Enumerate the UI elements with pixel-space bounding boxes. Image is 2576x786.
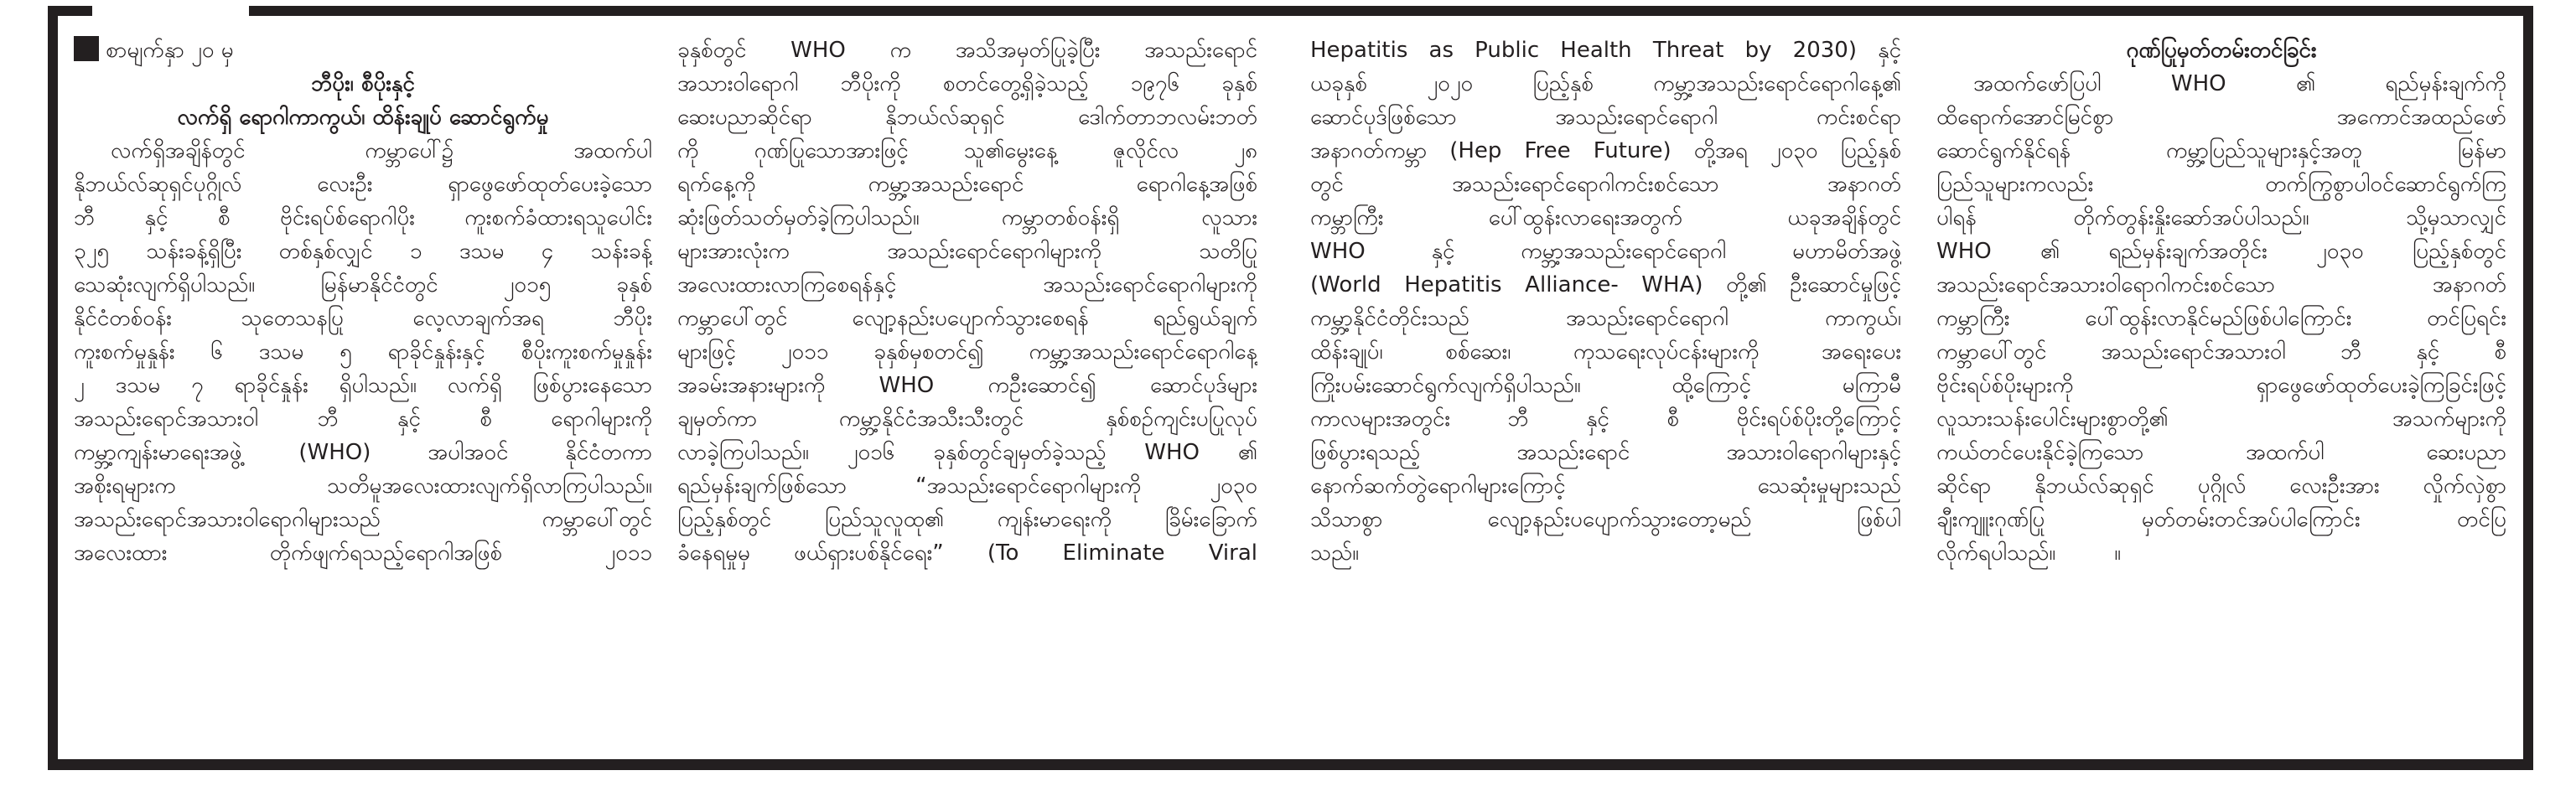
frame-border-top xyxy=(249,6,2533,16)
body-line: လက်ရှိအချိန်တွင် ကမ္ဘာပေါ်၌ အထက်ပါ xyxy=(111,138,652,163)
body-line: သေဆုံးလျက်ရှိပါသည်။ မြန်မာနိုင်ငံတွင် ၂၀၁၅ ခုနှစ် xyxy=(74,272,652,297)
body-line: အထက်ဖော်ပြပါ WHO ၏ ရည်မှန်းချက်ကို xyxy=(1973,71,2506,96)
body-line: ဖြစ်ပွားရသည့် အသည်းရောင် အသားဝါရောဂါများနှင့် xyxy=(1310,440,1901,465)
body-line: ခံနေရမှုမှ ဖယ်ရှားပစ်နိုင်ရေး” (To Eliminate Viral xyxy=(677,540,1257,566)
body-line: ဗိုင်းရပ်စ်ပိုးများကို ရှာဖွေဖော်ထုတ်ပေးခဲ့ကြခြင်းဖြင့် xyxy=(1936,373,2506,398)
body-line: ပြည်သူများကလည်း တက်ကြွစွာပါဝင်ဆောင်ရွက်ကြ xyxy=(1936,172,2506,197)
body-line: အသည်းရောင်အသားဝါ ဘီ နှင့် စီ ရောဂါများကို xyxy=(74,406,652,432)
body-line: အလေးထားလာကြစေရန်နှင့် အသည်းရောင်ရောဂါများကို xyxy=(677,272,1257,297)
article-column-2 xyxy=(677,34,1257,570)
article-column-1 xyxy=(74,34,652,570)
body-line: ၂ ဒသမ ၇ ရာခိုင်နှုန်း ရှိပါသည်။ လက်ရှိ ဖြစ်ပွားနေသော xyxy=(74,373,652,398)
body-line: ဆောင်ပုဒ်ဖြစ်သော အသည်းရောင်ရောဂါ ကင်းစင်ရာ xyxy=(1310,105,1901,130)
body-line: နိုင်ငံတစ်ဝန်း သုတေသနပြု လေ့လာချက်အရ ဘီပိုး xyxy=(74,306,652,331)
body-line: ရက်နေ့ကို ကမ္ဘာ့အသည်းရောင် ရောဂါနေ့အဖြစ် xyxy=(677,172,1257,197)
body-line: ကမ္ဘာကြီး ပေါ်ထွန်းလာနိုင်မည်ဖြစ်ပါကြောင်း တင်ပြရင်း xyxy=(1936,306,2506,331)
section-heading: ဂုဏ်ပြုမှတ်တမ်းတင်ခြင်း xyxy=(2126,38,2317,63)
continuation-kicker xyxy=(74,34,652,67)
frame-border-bottom xyxy=(48,759,2533,770)
body-line: နောက်ဆက်တွဲရောဂါများကြောင့် သေဆုံးမှုများသည် xyxy=(1310,473,1901,499)
body-line: ကမ္ဘာ့နိုင်ငံတိုင်းသည် အသည်းရောင်ရောဂါ ကာကွယ်၊ xyxy=(1310,306,1901,331)
body-line: ကြိုးပမ်းဆောင်ရွက်လျက်ရှိပါသည်။ ထို့ကြောင့် မကြာမီ xyxy=(1310,373,1901,398)
body-line: များဖြင့် ၂၀၁၁ ခုနှစ်မှစတင်၍ ကမ္ဘာ့အသည်းရောင်ရောဂါနေ့ xyxy=(677,339,1257,365)
body-line: ဆေးပညာဆိုင်ရာ နိုဘယ်လ်ဆုရှင် ဒေါက်တာဘလမ်းဘတ် xyxy=(677,105,1257,130)
body-line: လူသားသန်းပေါင်းများစွာတို့၏ အသက်များကို xyxy=(1936,406,2506,432)
closing-line xyxy=(1936,536,2506,570)
body-line: Hepatitis as Public Health Threat by 2030) နှင့် xyxy=(1310,38,1901,63)
body-line: ယခုနှစ် ၂၀၂၀ ပြည့်နှစ် ကမ္ဘာ့အသည်းရောင်ရောဂါနေ့၏ xyxy=(1310,71,1901,96)
article-end-mark: ။ xyxy=(2114,540,2122,566)
body-line: အလေးထား တိုက်ဖျက်ရသည့်ရောဂါအဖြစ် ၂၀၁၁ xyxy=(74,540,652,566)
headline-line-1: ဘီပိုး၊ စီပိုးနှင့် xyxy=(311,71,415,96)
body-line: ကယ်တင်ပေးနိုင်ခဲ့ကြသော အထက်ပါ ဆေးပညာ xyxy=(1936,440,2506,465)
body-line: ကမ္ဘာပေါ်တွင် လျော့နည်းပပျောက်သွားစေရန် ရည်ရွယ်ချက် xyxy=(677,306,1257,331)
body-line: ကူးစက်မှုနှုန်း ၆ ဒသမ ၅ ရာခိုင်နှုန်းနှင့် စီပိုးကူးစက်မှုနှုန်း xyxy=(74,339,652,365)
frame-border-top-left-segment xyxy=(48,6,92,16)
body-line: ကမ္ဘာကြီး ပေါ်ထွန်းလာရေးအတွက် ယခုအချိန်တွင် xyxy=(1310,205,1901,230)
body-line: အသည်းရောင်အသားဝါရောဂါများသည် ကမ္ဘာပေါ်တွင် xyxy=(74,507,652,532)
body-line: အသည်းရောင်အသားဝါရောဂါကင်းစင်သော အနာဂတ် xyxy=(1936,272,2506,297)
body-line: အခမ်းအနားများကို WHO ကဦးဆောင်၍ ဆောင်ပုဒ်များ xyxy=(677,373,1257,398)
body-line: WHO နှင့် ကမ္ဘာ့အသည်းရောင်ရောဂါ မဟာမိတ်အဖွဲ့ xyxy=(1310,239,1901,264)
body-line: လာခဲ့ကြပါသည်။ ၂၀၁၆ ခုနှစ်တွင်ချမှတ်ခဲ့သည့် WHO ၏ xyxy=(677,440,1257,465)
body-line: WHO ၏ ရည်မှန်းချက်အတိုင်း ၂၀၃၀ ပြည့်နှစ်တွင် xyxy=(1936,239,2506,264)
body-line: ခုနှစ်တွင် WHO က အသိအမှတ်ပြုခဲ့ပြီး အသည်းရောင် xyxy=(677,38,1257,63)
article-column-4 xyxy=(1936,34,2506,570)
body-line: ချီးကျူးဂုဏ်ပြု မှတ်တမ်းတင်အပ်ပါကြောင်း တင်ပြ xyxy=(1936,507,2506,532)
body-line: ရည်မှန်းချက်ဖြစ်သော “အသည်းရောင်ရောဂါများကို ၂၀၃၀ xyxy=(677,473,1257,499)
body-line: တွင် အသည်းရောင်ရောဂါကင်းစင်သော အနာဂတ် xyxy=(1310,172,1901,197)
body-line: သိသာစွာ လျော့နည်းပပျောက်သွားတော့မည် ဖြစ်ပါ xyxy=(1310,507,1901,532)
body-line: ကို ဂုဏ်ပြုသောအားဖြင့် သူ၏မွေးနေ့ ဇူလိုင်လ ၂၈ xyxy=(677,138,1257,163)
article-column-3 xyxy=(1310,34,1901,570)
body-line: ဆုံးဖြတ်သတ်မှတ်ခဲ့ကြပါသည်။ ကမ္ဘာတစ်ဝန်းရှိ လူသား xyxy=(677,205,1257,230)
body-line: အစိုးရများက သတိမူအလေးထားလျက်ရှိလာကြပါသည်။ xyxy=(74,473,652,499)
body-line: အသားဝါရောဂါ ဘီပိုးကို စတင်တွေ့ရှိခဲ့သည့် ၁၉၇၆ ခုနှစ် xyxy=(677,71,1257,96)
body-line: ချမှတ်ကာ ကမ္ဘာ့နိုင်ငံအသီးသီးတွင် နှစ်စဉ်ကျင်းပပြုလုပ် xyxy=(677,406,1257,432)
body-line: သည်။ xyxy=(1310,540,1360,566)
body-line: ကမ္ဘာ့ကျန်းမာရေးအဖွဲ့ (WHO) အပါအဝင် နိုင်ငံတကာ xyxy=(74,440,652,465)
body-line: ဆောင်ရွက်နိုင်ရန် ကမ္ဘာ့ပြည်သူများနှင့်အတူ မြန်မာ xyxy=(1936,138,2506,163)
frame-border-right xyxy=(2523,6,2533,770)
body-line: ကာလများအတွင်း ဘီ နှင့် စီ ဗိုင်းရပ်စ်ပိုးတို့ကြောင့် xyxy=(1310,406,1901,432)
body-line: အနာဂတ်ကမ္ဘာ (Hep Free Future) တို့အရ ၂၀၃၀ ပြည့်နှစ် xyxy=(1310,138,1901,163)
body-line: ၃၂၅ သန်းခန့်ရှိပြီး တစ်နှစ်လျှင် ၁ ဒသမ ၄ သန်းခန့် xyxy=(74,239,652,264)
body-line: ဆိုင်ရာ နိုဘယ်လ်ဆုရှင် ပုဂ္ဂိုလ် လေးဦးအား လှိုက်လှဲစွာ xyxy=(1936,473,2506,499)
body-line: နိုဘယ်လ်ဆုရှင်ပုဂ္ဂိုလ် လေးဦး ရှာဖွေဖော်ထုတ်ပေးခဲ့သော xyxy=(74,172,652,197)
body-line: ပြည့်နှစ်တွင် ပြည်သူလူထု၏ ကျန်းမာရေးကို ခြိမ်းခြောက် xyxy=(677,507,1257,532)
body-line: ထိရောက်အောင်မြင်စွာ အကောင်အထည်ဖော် xyxy=(1936,105,2506,130)
body-line: ထိန်းချုပ်၊ စစ်ဆေး၊ ကုသရေးလုပ်ငန်းများကို အရေးပေး xyxy=(1310,339,1901,365)
body-line: များအားလုံးက အသည်းရောင်ရောဂါများကို သတိပြု xyxy=(677,239,1257,264)
body-line: ပါရန် တိုက်တွန်းနှိုးဆော်အပ်ပါသည်။ သို့မှသာလျှင် xyxy=(1936,205,2506,230)
square-bullet-icon xyxy=(74,36,99,61)
frame-border-left xyxy=(48,6,58,770)
body-line: (World Hepatitis Alliance- WHA) တို့၏ ဦးဆောင်မှုဖြင့် xyxy=(1310,272,1901,297)
headline-line-2: လက်ရှိ ရောဂါကာကွယ်၊ ထိန်းချုပ် ဆောင်ရွက်မှု xyxy=(177,105,549,130)
body-line: ဘီ နှင့် စီ ဗိုင်းရပ်စ်ရောဂါပိုး ကူးစက်ခံထားရသူပေါင်း xyxy=(74,205,652,230)
body-line: ကမ္ဘာပေါ်တွင် အသည်းရောင်အသားဝါ ဘီ နှင့် စီ xyxy=(1936,339,2506,365)
kicker-text: စာမျက်နှာ ၂၀ မှ xyxy=(106,38,234,63)
body-line-text: လိုက်ရပါသည်။ xyxy=(1936,540,2056,566)
